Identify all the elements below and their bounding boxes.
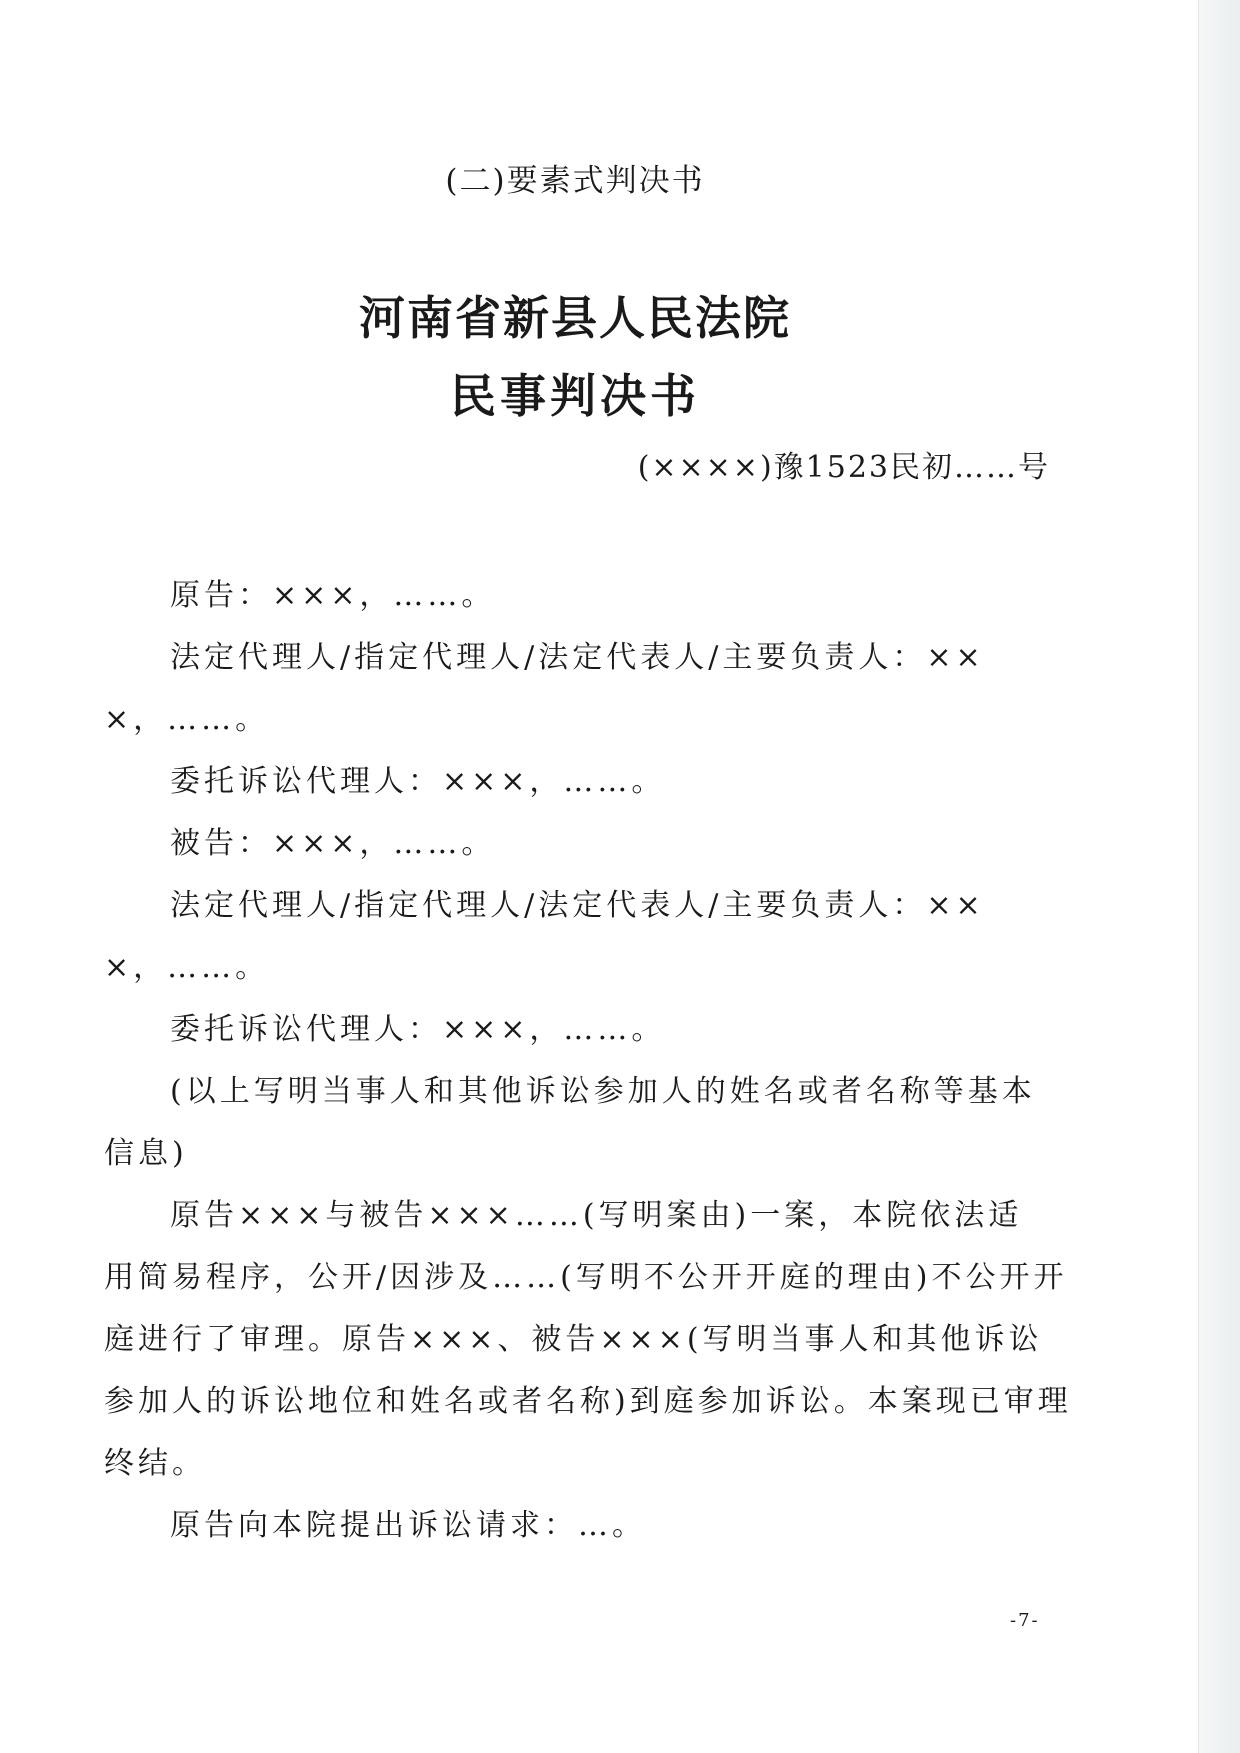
claims-line: 原告向本院提出诉讼请求：…。 xyxy=(170,1508,646,1543)
document-title: 民事判决书 xyxy=(450,369,700,423)
parties-note-line: (以上写明当事人和其他诉讼参加人的姓名或者名称等基本 xyxy=(170,1074,1036,1109)
defendant-line: 被告：×××，……。 xyxy=(170,826,496,861)
case-summary-line-5: 终结。 xyxy=(104,1446,206,1481)
court-name-heading: 河南省新县人民法院 xyxy=(359,291,791,345)
case-summary-line-4: 参加人的诉讼地位和姓名或者名称)到庭参加诉讼。本案现已审理 xyxy=(104,1384,1072,1419)
case-summary-line-1: 原告×××与被告×××……(写明案由)一案，本院依法适 xyxy=(170,1198,1023,1233)
page-number: -7- xyxy=(1010,1610,1040,1631)
case-number: (××××)豫1523民初……号 xyxy=(637,450,1050,485)
plaintiff-line: 原告：×××，……。 xyxy=(170,578,496,613)
page-edge-line xyxy=(1198,0,1199,1753)
plaintiff-representative-continuation: ×，……。 xyxy=(104,702,270,737)
case-summary-line-3: 庭进行了审理。原告×××、被告×××(写明当事人和其他诉讼 xyxy=(104,1322,1043,1357)
defendant-representative-continuation: ×，……。 xyxy=(104,950,270,985)
defendant-representative-line: 法定代理人/指定代理人/法定代表人/主要负责人：×× xyxy=(170,888,985,923)
case-summary-line-2: 用简易程序，公开/因涉及……(写明不公开开庭的理由)不公开开 xyxy=(104,1260,1068,1295)
plaintiff-representative-line: 法定代理人/指定代理人/法定代表人/主要负责人：×× xyxy=(170,640,985,675)
defendant-litigation-agent-line: 委托诉讼代理人：×××，……。 xyxy=(170,1012,666,1047)
page-edge-shadow xyxy=(1198,0,1240,1753)
parties-note-continuation: 信息) xyxy=(104,1136,188,1171)
plaintiff-litigation-agent-line: 委托诉讼代理人：×××，……。 xyxy=(170,764,666,799)
section-label: (二)要素式判决书 xyxy=(445,163,705,199)
